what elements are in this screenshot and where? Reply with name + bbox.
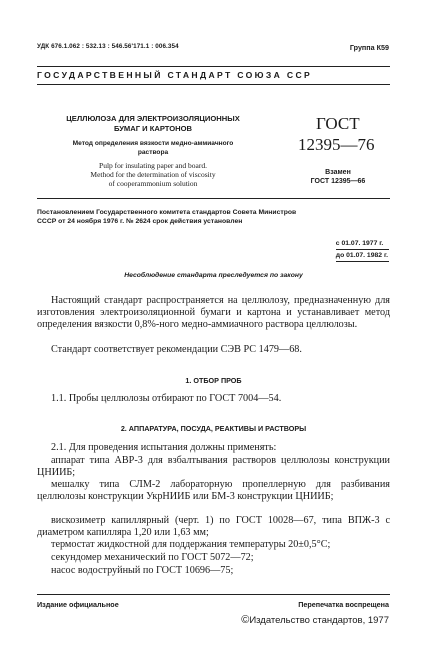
banner-rule <box>37 84 390 85</box>
udk-code: УДК 676.1.062 : 532.13 : 546.56'171.1 : 006.354 <box>37 43 179 50</box>
method-line-1: Метод определения вязкости медно-аммиачного <box>72 140 234 147</box>
copyright-symbol: © <box>241 614 250 626</box>
standard-banner: ГОСУДАРСТВЕННЫЙ СТАНДАРТ СОЮЗА ССР <box>37 70 313 80</box>
title-line-2: БУМАГ И КАРТОНОВ <box>113 124 193 133</box>
compliance-paragraph: Стандарт соответствует рекомендации СЭВ РС 1479—68. <box>51 344 302 355</box>
list-item: мешалку типа СЛМ-2 лабораторную пропеллерную для разбивания целлюлозы конструкции УкрНИИБ или БМ-3 конструкции ЦНИИБ; <box>37 479 390 503</box>
method-line-2: раствора <box>137 149 169 156</box>
list-item: аппарат типа АВР-3 для взбалтывания растворов целлюлозы конструкции ЦНИИБ; <box>37 455 390 479</box>
group-code: Группа К59 <box>349 43 389 52</box>
reprint-notice: Перепечатка воспрещена <box>298 600 389 609</box>
valid-from: с 01.07. 1977 г. <box>336 238 389 250</box>
replaces-block <box>296 168 380 186</box>
section-2-heading: 2. АППАРАТУРА, ПОСУДА, РЕАКТИВЫ И РАСТВОРЫ <box>120 424 307 433</box>
gost-label: ГОСТ <box>316 114 360 133</box>
replaces-value: ГОСТ 12395—66 <box>310 178 366 185</box>
english-line-2: Method for the determination of viscosity <box>90 170 216 179</box>
publisher-copyright <box>241 614 389 626</box>
title-line-1: ЦЕЛЛЮЛОЗА ДЛЯ ЭЛЕКТРОИЗОЛЯЦИОННЫХ <box>66 114 240 123</box>
intro-paragraph: Настоящий стандарт распространяется на целлюлозу, предназначенную для изготовления электроизоляционной бумаги и картона и устанавливает метод определения вязкости 0,8%-ного медно-аммиачного раствора целлюлозы. <box>37 295 390 331</box>
clause-1-1: 1.1. Пробы целлюлозы отбирают по ГОСТ 7004—54. <box>51 393 282 404</box>
decree-line-1: Постановлением Государственного комитета стандартов Совета Министров <box>37 209 297 216</box>
validity-dates <box>336 238 389 262</box>
list-item: секундомер механический по ГОСТ 5072—72; <box>51 552 254 563</box>
list-item: насос водоструйный по ГОСТ 10696—75; <box>51 565 234 576</box>
legal-warning: Несоблюдение стандарта преследуется по закону <box>124 272 303 279</box>
decree-line-2: СССР от 24 ноября 1976 г. № 2624 срок действия установлен <box>37 218 243 225</box>
english-title <box>37 161 269 188</box>
top-rule <box>37 66 390 67</box>
footer-rule <box>37 594 390 595</box>
decree-text <box>37 208 390 226</box>
section-1-heading: 1. ОТБОР ПРОБ <box>185 376 242 385</box>
english-line-1: Pulp for insulating paper and board. <box>99 161 207 170</box>
gost-number: 12395—76 <box>298 135 375 154</box>
document-title <box>37 114 269 134</box>
method-title <box>37 139 269 157</box>
english-line-3: of cooperammonium solution <box>108 179 198 188</box>
official-edition: Издание официальное <box>37 600 119 609</box>
list-item: вискозиметр капиллярный (черт. 1) по ГОСТ 10028—67, типа ВПЖ-3 с диаметром капилляра 1,20 или 1,63 мм; <box>37 515 390 539</box>
valid-to: до 01.07. 1982 г. <box>336 250 389 262</box>
replaces-label: Взамен <box>325 169 351 176</box>
clause-2-1: 2.1. Для проведения испытания должны применять: <box>51 442 277 453</box>
publisher-name: Издательство стандартов, 1977 <box>249 615 389 626</box>
list-item: термостат жидкостной для поддержания температуры 20±0,5°С; <box>51 539 331 550</box>
title-bottom-rule <box>37 198 390 199</box>
